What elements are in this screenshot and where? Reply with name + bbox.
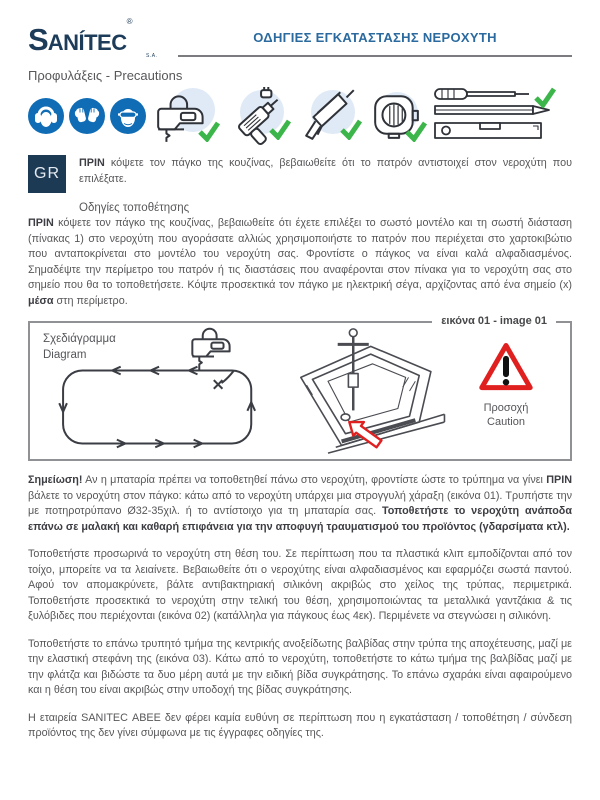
precautions-heading: Προφυλάξεις - Precautions xyxy=(28,68,183,83)
tape-measure-icon xyxy=(368,86,428,146)
registered-mark: ® xyxy=(126,17,133,26)
gr-language-badge: GR xyxy=(28,155,66,193)
face-protection-icon xyxy=(110,98,146,134)
caution-block xyxy=(458,341,554,430)
sink-drilling-illustration xyxy=(272,325,450,457)
logo-text: S xyxy=(28,22,48,57)
figure-box xyxy=(28,315,572,461)
checkmark-icon xyxy=(268,118,292,145)
header-rule xyxy=(178,30,572,57)
caution-label: Προσοχή Caution xyxy=(483,402,529,429)
jigsaw-icon xyxy=(151,86,223,146)
instructions-heading: Οδηγίες τοποθέτησης xyxy=(79,202,190,214)
precaution-icons-row xyxy=(28,85,572,147)
power-drill-icon xyxy=(228,86,292,146)
instructions-paragraph: ΠΡΙΝ κόψετε τον πάγκο της κουζίνας, βεβαιωθείτε ότι έχετε επιλέξει το σωστό μοντέλο και τη σωστή διάσταση (πίνακας 1) στο νεροχύτη που αγοράσατε αλλιώς χρησιμοποιήστε το πατρόν που περιέχεται στο χαρτοκιβώτιο που ανταποκρίνεται στο μοντέλο του νεροχύτη σας. Φροντίστε ο πάγκος να είναι καλά αλφαδιασμένος. Σημαδέψτε την περίμετρο του πατρόν ή τις διαστάσεις που αναφέρονται στον πίνακα για το νεροχύτη σας στο σημείο που θα το τοποθετήσετε. Κόψτε προσεκτικά τον πάγκο με ηλεκτρική σέγα, αρχίζοντας από ένα σημείο (x) μέσα στη περίμετρο. xyxy=(28,217,572,307)
jigsaw-icon xyxy=(188,321,240,373)
checkmark-icon xyxy=(339,118,363,145)
protective-gloves-icon xyxy=(69,98,105,134)
checkmark-icon xyxy=(404,120,428,147)
sanitec-logo: SANÍTEC® S.A. xyxy=(28,17,158,59)
checkmark-icon xyxy=(197,120,221,147)
logo-sa-suffix: S.A. xyxy=(146,53,158,59)
install-paragraph-3: Τοποθετήστε το επάνω τρυπητό τμήμα της κεντρικής ανοξείδωτης βαλβίδας στην τρύπα της αποχέτευσης, μαζί με την ελαστική στεφάνη της (εικόνα 03). Κάτω από το νεροχύτη, τοποθετήστε το κάτω τμήμα της βαλβίδας μαζί με την φλάτζα και βιδώστε τα δυο μέρη αυτά με την ειδική βίδα συγκράτησης. Το επάνω σχαράκι είναι αφαιρούμενο και η θέση του είναι ακριβώς στην υποδοχή της βίδας συγκράτησης. xyxy=(28,637,572,696)
gr-intro-text: ΠΡΙΝ κόψετε τον πάγκο της κουζίνας, βεβαιωθείτε ότι το πατρόν αντιστοιχεί στον νεροχύτη που επιλέξατε. xyxy=(79,157,572,185)
page-title: ΟΔΗΓΙΕΣ ΕΓΚΑΤΑΣΤΑΣΗΣ ΝΕΡΟΧΥΤΗ xyxy=(253,30,497,45)
caution-triangle-icon xyxy=(477,341,535,393)
checkmark-icon xyxy=(533,86,557,113)
screwdriver-pencil-level-icon xyxy=(433,86,561,146)
ear-protection-icon xyxy=(28,98,64,134)
cut-path-diagram xyxy=(54,359,268,455)
install-paragraph-2: Τοποθετήστε προσωρινά το νεροχύτη στη θέση του. Σε περίπτωση που τα πλαστικά κλιπ εμποδίζονται από τον τοίχο, μπορείτε να τα λειαίνετε. Βεβαιωθείτε ότι ο νεροχύτης είναι αλφαδιασμένος και εφαρμόζει σωστά παντού. Αφού τον απομακρύνετε, βάλτε αντιβακτηριακή σιλικόνη ακριβώς στο χείλος της τρύπας, περιμετρικά. Τοποθετήστε προσεκτικά το νεροχύτη στην τελική του θέση, χρησιμοποιώντας τα μεταλλικά γαντζάκια & τις ξυλόβιδες που περιέχονται (εικόνα 02) (κατάλληλα για πάγκους έως 4εκ). Περιμένετε να στεγνώσει η σιλικόνη. xyxy=(28,548,572,622)
figure-label: εικόνα 01 - image 01 xyxy=(432,315,556,327)
header xyxy=(28,17,572,59)
disclaimer-text: Η εταιρεία SANITEC ΑΒΕΕ δεν φέρει καμία ευθύνη σε περίπτωση που η εγκατάσταση / τοποθέτηση / σύνδεση προϊόντος της δεν γίνει σύμφωνα με τις έγγραφες οδηγίες της. xyxy=(28,711,572,739)
diagram-title: Σχεδιάγραμμα Diagram xyxy=(43,333,116,361)
caulking-gun-icon xyxy=(297,86,363,146)
note-paragraph: Σημείωση! Αν η μπαταρία πρέπει να τοποθετηθεί πάνω στο νεροχύτη, φροντίστε ώστε το τρύπημα να γίνει ΠΡΙΝ βάλετε το νεροχύτη στον πάγκο: κάτω από το νεροχύτη υπάρχει μια στρογγυλή χάραξη (εικόνα 01). Τρυπήστε την με ποτηροτρύπανο Ø32-35χιλ. ή το αντίστοιχο για τη μπαταρία σας. Τοποθετήστε το νεροχύτη ανάποδα επάνω σε μαλακή και καθαρή επιφάνεια για την αποφυγή τραυματισμού του προϊόντος (γδαρσίματα κτλ). xyxy=(28,474,572,533)
gr-intro-row xyxy=(28,155,572,193)
